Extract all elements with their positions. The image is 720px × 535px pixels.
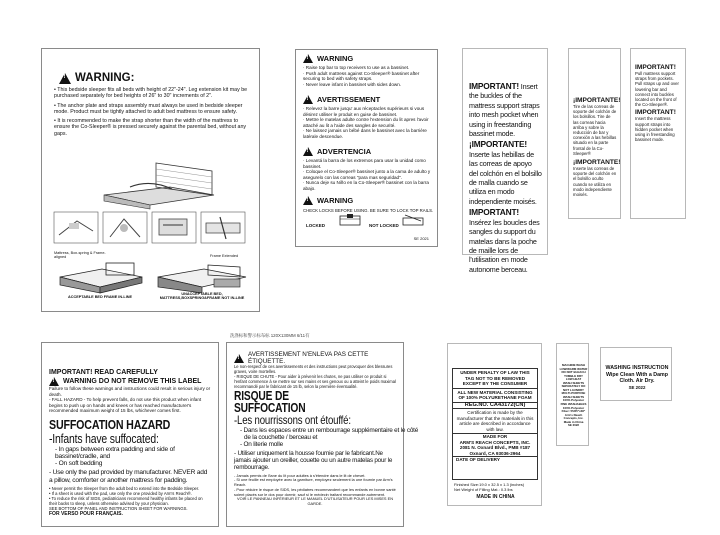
importante-card [568,48,621,219]
warning-title: WARNING: [75,72,135,84]
finished-size: Finished Size:19.0 x 32.5 x 1.3 (inches) [454,482,525,487]
avert-head: ! AVERTISSEMENT N'ENLEVA PAS CETTE ÉTIQUETTE. [234,351,396,365]
risque-big-2: SUFFOCATION [234,400,306,415]
step-3-icon [151,211,197,244]
warning-triangle-icon [303,147,313,156]
warning-triangle-icon [303,196,313,205]
important-pull-straps-card [630,48,686,219]
warning-bullets [54,87,254,137]
warning-locks-head: ! WARNING [303,196,353,205]
warning-triangle-icon [49,377,59,386]
warning-en-lines: · Raise top bar to top receivers to use as a bassinet. · Push adult mattress against Co-Sleeper® bassinet after securing to bed with safety straps. · Never leave infant in bassinet with sides down. [303,65,420,87]
french-suffocation-label [226,342,419,527]
importante-text-2: Inserte las correas de soporte del colchón en el bolsillo oculto cuando se utiliza en modo independiente moisés. [573,166,617,198]
not-locked-rail-icon [401,213,425,227]
label-caption: 洗涤标和警示标布标 120X130MM 6/11有 [230,333,310,338]
suff-line-2: - On soft bedding [55,459,103,467]
cert-text: Certification is made by the manufacturer that the materials in this article are described in accordance with law. [453,409,537,434]
warning-heading [59,72,134,84]
intro-text: Failure to follow these warnings and instructions could result in serious injury or death. [49,386,211,397]
important-text-2: Insert the mattress support straps into hidden pocket when using in freestanding bassinet mode. [635,116,675,143]
fr-line-1: - Dans les espaces entre un rembourrage supplémentaire et le côté [240,426,419,434]
english-suffocation-label [41,342,219,527]
not-locked-label: NOT LOCKED [369,223,399,228]
bullet-item: • It is recommended to make the strap shorter than the width of the mattress to ensure the Co-Sleeper® is pressed securely against the parental bed, without any gaps. [54,118,254,137]
suffocated-big: -Infants have suffocated: [49,430,159,446]
warning-triangle-icon [303,54,313,63]
law-tag-card [447,343,542,506]
locked-label: LOCKED [306,223,325,228]
important-fr: IMPORTANT! Insérez les boucles des sangles du support du matelas dans la poche de maille lors de l'utilisation en mode autonome berceau. [469,207,540,274]
date-of-delivery: DATE OF DELIVERY [456,457,500,462]
bed-attachment-illustration [100,157,218,209]
important-en: IMPORTANT! Insert the buckles of the mattress support straps into mesh pocket when using in freestanding bassinet mode. [469,81,540,139]
code-label: SE 2021 [413,236,429,241]
important-head-1: IMPORTANT! [635,64,676,71]
law-tag-inner [452,368,538,480]
warning-triangle-icon [303,95,313,104]
avertissement-head: ! AVERTISSEMENT [303,95,380,104]
washing-instruction-card [600,347,672,401]
avertissement-lines: · Relevez la barre jusqu' aux réceptacles supérieurs si vous désirez utiliser le produit en guise de bassinet. · Mettre le matelas adulte contre l'extension du lit apres l'avoir attaché au lit a l'aide des sangles de securité. · Ne laissez jamais un bébé dans le bassinet avec la barrière latérale descendue. [303,106,429,139]
frame-label: Frame Extended [210,254,239,258]
read-carefully-head: IMPORTANT! READ CAREFULLY [49,369,158,376]
care-label-card [556,343,589,446]
fr-line-3: - On literie molle [240,440,283,448]
check-locks-line: CHECK LOCKS BEFORE USING. BE SURE TO LOCK TOP RAILS. [303,208,434,213]
unaccept-caption: UNACCEPTABLE BED, MATTRESS,BOXSPRING&FRAME NOT IN-LINE [159,292,245,301]
advertencia-lines: · Levantá la barra de los extremos para usar la unidad como bassinet. · Coloque el Co-Sleeper® bassinet junto a la cama de adulto y asegurelo con las correas "para mas seguridad". · Nunca deje su Niño en la Co-Sleeper® bassinet con la barra abajo. [303,158,431,191]
pad-line: - Use only the pad provided by manufacturer. NEVER add a pillow, comforter or another mattress for padding. [49,468,208,484]
fr-fine-print: - Jamais permis de l'lane du lit pour adultes à s'étendre dans le lit de chevet. - Si une feuille est employée avec la garniture, employez seulement la une fournie par Arm's Reach. - Pour réduire le risque de SIDS, les pédiatres recommandent que les enfants en bonne santé soient placés sur le dos pour dormir, sauf si le médecin traitant recommande autrement. VOIR LE PANNEAU INFÉRIEUR ET LE MANUEL D'UTILISATEUR POUR LES MISES EN GARDE. [234,472,396,506]
unacceptable-bed-illustration [154,259,250,293]
mattress-label: Mattress, Box-spring & Frame-aligned [54,251,106,260]
warn-remove-line: ! WARNING DO NOT REMOVE THIS LABEL [49,377,211,386]
company-name: ARM'S REACH CONCEPTS, INC. [459,439,531,445]
fine-print: • Never permit the Sleeper from the adult bed to extend into the Bedside Sleeper. • If a sheet is used with the pad, use only the one provided by Arm's Reach®. • To reduce the risk of SIDS, pediatricians recommend healthy infants be placed on their backs to sleep, unless otherwise advised by your physician. SEE BOTTOM OF PANEL AND INSTRUCTION SHEET FOR WARNINGS. [49,486,203,512]
important-text-1: Pull mattress support straps from pockets. Pull straps up and over lowering bar and connect into buckles located on the front of the Co-Sleeper®. [635,71,679,108]
warning-triangle-icon [234,354,244,363]
penalty-text: UNDER PENALTY OF LAW THIS TAG NOT TO BE REMOVED EXCEPT BY THE CONSUMER [453,369,537,389]
acceptable-bed-illustration [54,259,146,293]
reg-no: REG.NO. CA43172(CN) [453,403,537,410]
city: Oxnard, CA 93036-2964 [453,451,537,458]
acceptable-caption: ACCEPTABLE BED FRAME IN-LINE [67,295,133,299]
important-es: ¡IMPORTANTE! Inserte las hebillas de las correas de apoyo del colchón en el bolsillo de malla cuando se utiliza en modo independiente moisés. [469,139,542,206]
fr-pad: - Utiliser uniquement la housse fournie par le fabricant.Ne jamais ajouter un oreiller, couette ou un autre matelas pour le rembourrage. [234,449,393,472]
made-in-china: MADE IN CHINA [476,494,515,500]
locked-rail-icon [338,213,362,227]
multilingual-warning-card [295,49,438,247]
intro-text: Le non-respect de ces avertissements et des instructions peut provoquer des blessures graves, voire mortelles. [234,364,393,374]
importante-head-1: ¡IMPORTANTE! [573,97,621,104]
step-4-icon [200,211,246,244]
warning-en-head: ! WARNING [303,54,353,63]
step-diagrams [53,211,249,244]
importante-head-2: ¡IMPORTANTE! [573,159,621,167]
risque-big-1: RISQUE DE [234,388,289,403]
warning-triangle-icon [59,73,71,84]
advertencia-head: ! ADVERTENCIA [303,147,371,156]
step-1-icon [53,211,99,244]
nourrissons-big: -Les nourrissons ont étouffé: [234,412,351,427]
important-strap-card [462,48,548,274]
fall-text: - RISQUE DE CHUTE - Pour aider à prévenir les chutes, ne pas utiliser ce produit si l'enfant commence à se mettre sur ses mains et ses genoux ou a atteint le poids maximal recommandé par le fabricant de 15 lb, selon la première éventualité. [234,373,396,389]
care-text: MACHINE WASH LOW/WARM WATER DO NOT BLEACH TUMBLE DRY LOW HEAT WASH SHEETS SEPARATELY DO NOT LAUNDRY MULTI-PURPOSE WASH SHEETS 100% Polyester FINE WASHABLES 100% Polyester Fiber: 55/25"x36" Arm's Reach Concepts, Inc. Made in China SE 2022 [559,363,588,428]
net-weight: Net Weight of Filling Mat.: 0.3 lbs [454,487,513,492]
bullet-item: • This bedside sleeper fits all beds with height of 22"-24". Leg extension kit may be purchased separately for bed heights of 26" to 30" increments of 2". [54,87,254,100]
suffocation-head: SUFFOCATION HAZARD [49,416,171,432]
important-head-2: IMPORTANT! [635,109,676,117]
material-text: ALL NEW MATERIAL CONSISTING OF 100% POLYURETHANE FOAM [453,389,537,403]
bullet-item: • The anchor plate and straps assembly must always be used in bedside sleeper mode. Product must be tightly attached to adult bed mattress to ensure safety. [54,103,254,116]
importante-text-1: Tire de las correas de soporte del colchón de los bolsillos. Tire de las correas hacia arriba y sobre la reducción de bar y conexión a las hebillas situado en la parte frontal de la Co-Sleeper® [573,104,617,156]
suff-line-1: - In gaps between extra padding and side of bassinet/cradle, and [55,445,175,460]
address: 2081 N. Oxnard Blvd., PMB #187 [459,445,531,450]
warning-label-card [41,48,260,312]
made-for: MADE FOR [482,434,508,439]
fr-line-2: de la couchette / berceau et [244,433,318,441]
fall-hazard: - FALL HAZARD - To help prevent falls, do not use this product when infant begins to push up on hands and knees or has reached manufacturer's recommended maximum weight of 15 lbs, whichever comes first. [49,397,202,414]
step-2-icon [102,211,148,244]
washing-text: WASHING INSTRUCTION Wipe Clean With a Damp Cloth. Air Dry. SE 2022 [605,365,669,390]
french-verso: FOR VERSO POUR FRANÇAIS. [49,511,123,518]
